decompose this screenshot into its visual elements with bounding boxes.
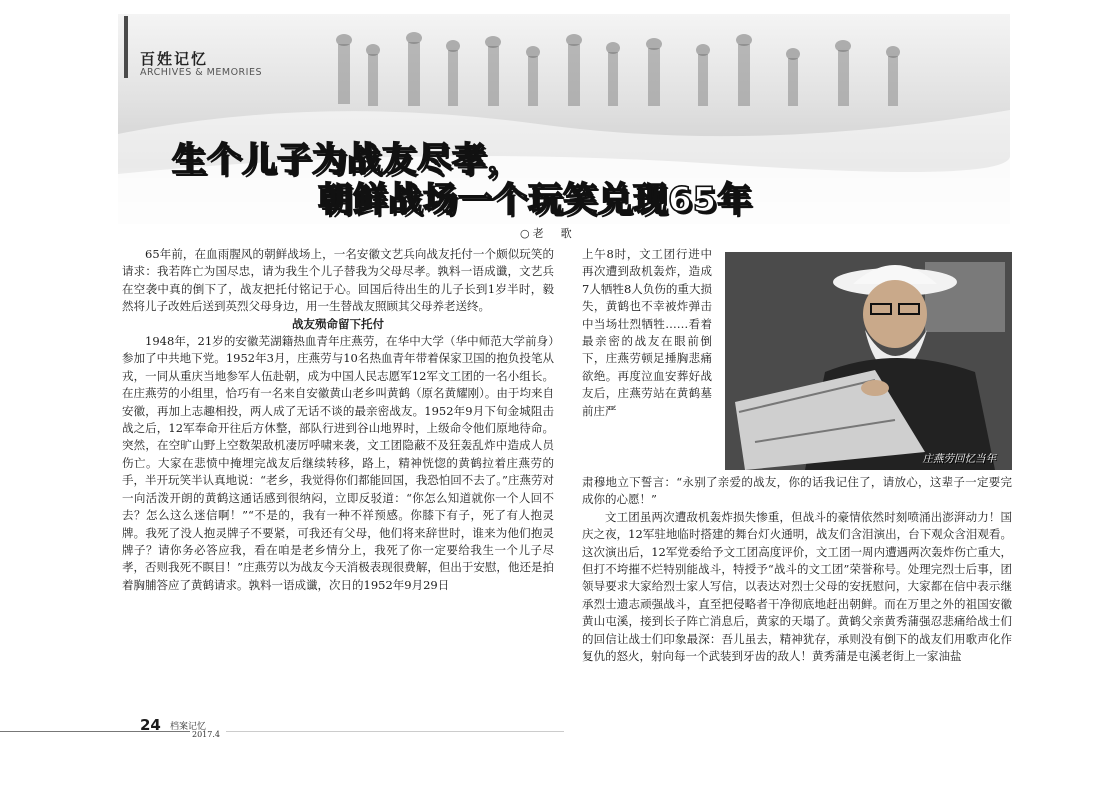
section-subtitle: ARCHIVES & MEMORIES xyxy=(140,67,262,78)
article-title-line2: 朝鲜战场一个玩笑兑现65年 xyxy=(318,180,753,220)
photo-caption: 庄燕劳回忆当年 xyxy=(922,453,996,465)
footer-rule xyxy=(226,731,564,732)
magazine-name: 档案记忆 xyxy=(170,722,207,732)
footer-rule xyxy=(0,731,190,732)
section-marker-bar xyxy=(124,16,128,78)
article-author: ○老 歌 xyxy=(520,227,575,240)
column-left xyxy=(122,246,554,594)
column-right-narrow xyxy=(582,246,712,420)
photo-elderly-man xyxy=(725,252,1012,470)
subhead: 战友殒命留下托付 xyxy=(292,316,384,331)
body-paragraph: 文工团虽两次遭敌机轰炸损失惨重，但战斗的豪情依然时刻喷涌出澎湃动力！国庆之夜，12军驻地临时搭建的舞台灯火通明，战友们含泪演出，台下观众含泪观看。这次演出后，12军党委给予文工团高度评价，文工团一周内遭遇两次轰炸伤亡重大，但打不垮摧不烂特别能战斗，特授予“战斗的文工团”荣誉称号。处理完烈士后事，团领导要求大家给烈士家人写信，以表达对烈士父母的安抚慰问，大家都在信中表示继承烈士遗志顽强战斗，直至把侵略者干净彻底地赶出朝鲜。而在万里之外的祖国安徽黄山屯溪，接到长子阵亡消息后，黄家的天塌了。黄鹤父亲黄秀蒲强忍悲痛给战士们的回信让战士们印象最深：吾儿虽去，精神犹存，承则没有倒下的战友们用歌声化作复仇的怒火，射向每一个武装到牙齿的敌人！黄秀蒲是屯溪老街上一家油盐 xyxy=(582,509,1012,664)
intro-paragraph: 65年前，在血雨腥风的朝鲜战场上，一名安徽文艺兵向战友托付一个颇似玩笑的请求：我若阵亡为国尽忠，请为我生个儿子替我为父母尽孝。孰料一语成谶，文艺兵在空袭中真的倒下了，战友把托付铭记于心。回国后待出生的儿子长到1岁半时，毅然将儿子改姓后送到英烈父母身边，用一生替战友照顾其父母养老送终。 xyxy=(122,247,554,314)
body-paragraph: 肃穆地立下誓言：“永别了亲爱的战友，你的话我记住了，请放心，这辈子一定要完成你的心愿！” xyxy=(582,475,1012,507)
column-right xyxy=(582,474,1012,665)
article-title-line1: 生个儿子为战友尽孝， xyxy=(172,140,522,180)
body-paragraph: 1948年，21岁的安徽芜湖籍热血青年庄燕劳，在华中大学（华中师范大学前身）参加了中共地下党。1952年3月，庄燕劳与10名热血青年带着保家卫国的抱负投笔从戎，一同从重庆当地参军人伍赴朝，成为中国人民志愿军12军文工团的一名小组长。在庄燕劳的小组里，恰巧有一名来自安徽黄山老乡叫黄鹤（原名黄耀刚）。由于均来自安徽，再加上志趣相投，两人成了无话不谈的最亲密战友。1952年9月下旬金城阻击战之后，12军奉命开往后方休整，部队行进到谷山地界时，上级命令他们原地待命。突然，在空旷山野上空数架敌机凄厉呼啸来袭，文工团隐蔽不及狂轰乱炸中造成人员伤亡。大家在悲愤中掩埋完战友后继续转移，路上，精神恍惚的黄鹤拉着庄燕劳的手，半开玩笑半认真地说：“老乡，我觉得你们都能回国，我恐怕回不去了。”庄燕劳对一向活泼开朗的黄鹤这通话感到很纳闷，立即反驳道：“你怎么知道就你一个人回不去？怎么这么迷信啊！”“不是的，我有一种不祥预感。你膝下有子，死了有人抱灵牌。我死了没人抱灵牌子不要紧，可我还有父母，他们将来辞世时，谁来为他们抱灵牌子？请你务必答应我，看在咱是老乡情分上，我死了你一定要给我生一个儿子尽孝，否则我死不瞑目！”庄燕劳以为战友今天消极表现很费解，但出于安慰，他还是拍着胸脯答应了黄鹤请求。孰料一语成谶，次日的1952年9月29日 xyxy=(122,334,554,592)
page-number: 24 xyxy=(140,716,161,734)
section-title: 百姓记忆 xyxy=(140,50,209,68)
elderly-man-photo-icon xyxy=(725,252,1012,470)
issue-date: 2017.4 xyxy=(192,730,220,739)
body-paragraph: 上午8时，文工团行进中再次遭到敌机轰炸，造成7人牺牲8人负伤的重大损失，黄鹤也不幸被炸弹击中当场壮烈牺牲……看着最亲密的战友在眼前倒下，庄燕劳顿足捶胸悲痛欲绝。再度泣血安葬好战友后，庄燕劳站在黄鹤墓前庄严 xyxy=(582,247,712,418)
